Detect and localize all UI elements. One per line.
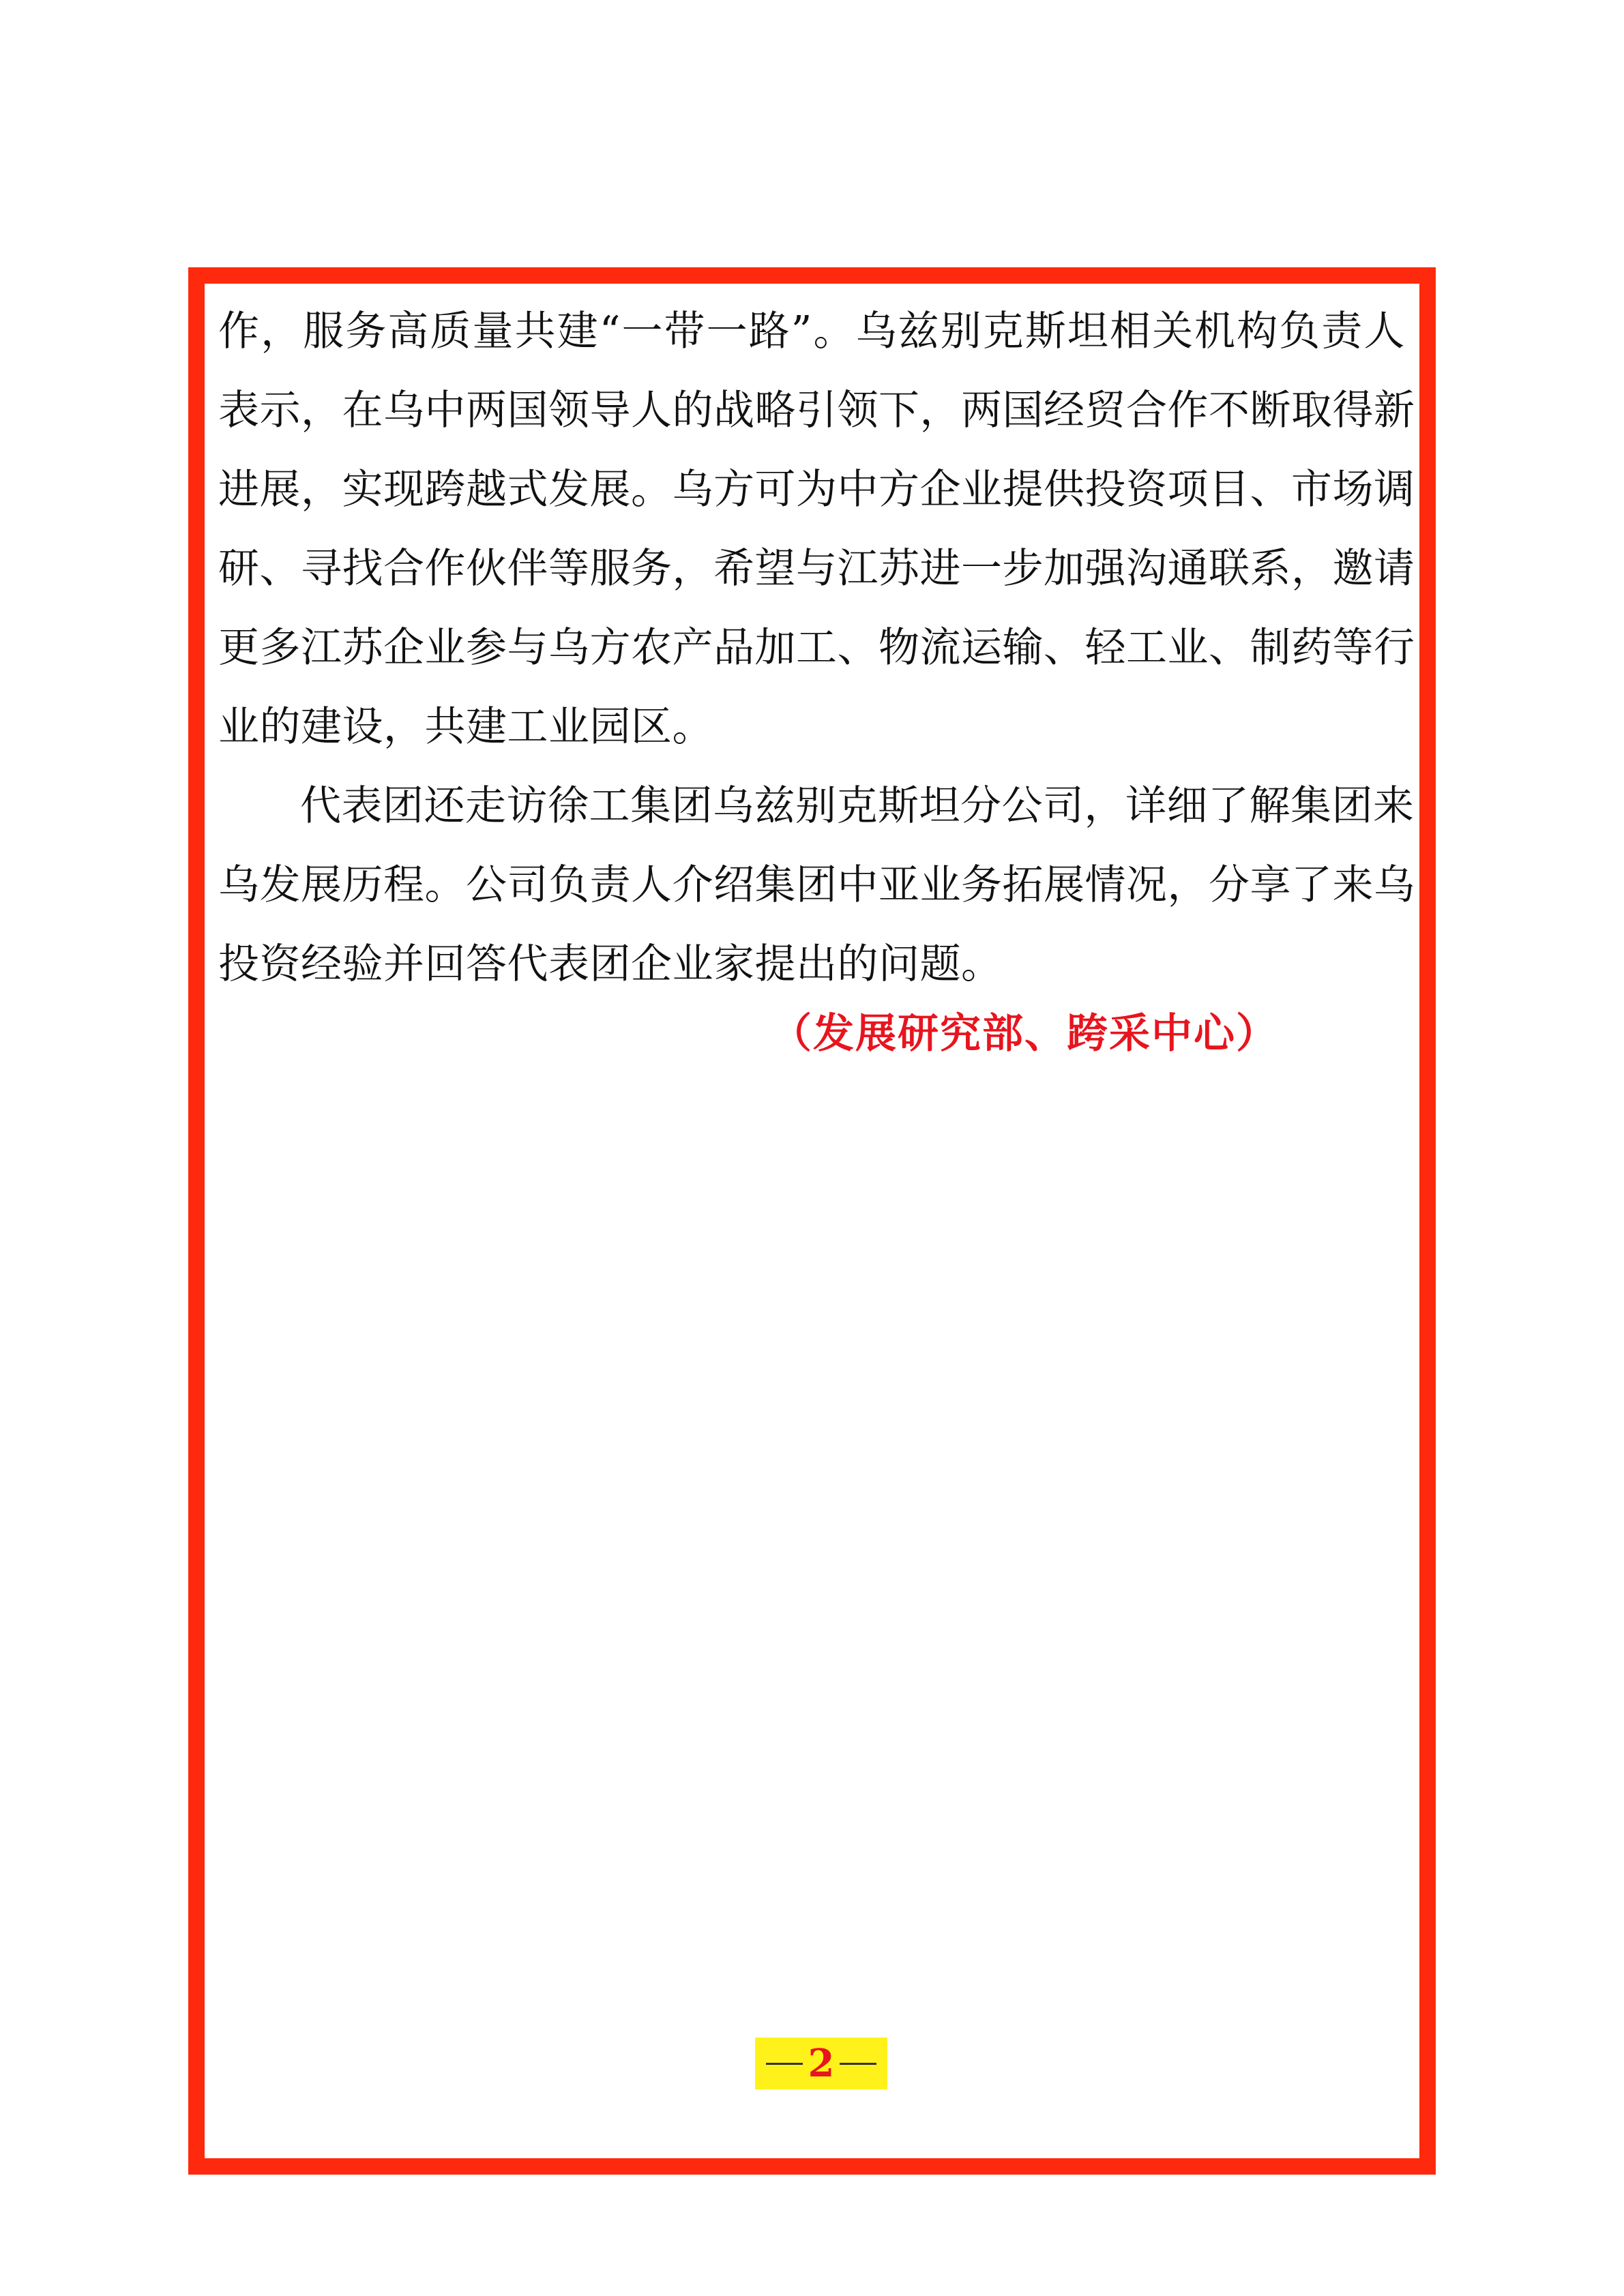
document-body (218, 292, 1415, 1004)
paragraph-line: 研、寻找合作伙伴等服务，希望与江苏进一步加强沟通联系，邀请 (218, 545, 1415, 593)
paragraph-1 (218, 292, 1415, 766)
source-attribution: （发展研究部、跨采中心） (771, 1010, 1278, 1058)
paragraph-line: 作，服务高质量共建“一带一路”。乌兹别克斯坦相关机构负责人 (218, 308, 1405, 355)
paragraph-line: 代表团还走访徐工集团乌兹别克斯坦分公司，详细了解集团来 (300, 782, 1415, 830)
paragraph-line: 业的建设，共建工业园区。 (218, 703, 713, 751)
dash-right-icon (840, 2063, 876, 2065)
paragraph-2 (218, 766, 1415, 1004)
paragraph-line: 投资经验并回答代表团企业家提出的问题。 (218, 940, 1003, 988)
page-number-badge (755, 2038, 887, 2089)
paragraph-line: 更多江苏企业参与乌方农产品加工、物流运输、轻工业、制药等行 (218, 624, 1415, 672)
paragraph-line: 乌发展历程。公司负责人介绍集团中亚业务拓展情况，分享了来乌 (218, 861, 1415, 909)
page-number: 2 (808, 2041, 835, 2086)
dash-left-icon (766, 2063, 803, 2065)
paragraph-line: 进展，实现跨越式发展。乌方可为中方企业提供投资项目、市场调 (218, 466, 1415, 513)
paragraph-line: 表示，在乌中两国领导人的战略引领下，两国经贸合作不断取得新 (218, 387, 1415, 434)
